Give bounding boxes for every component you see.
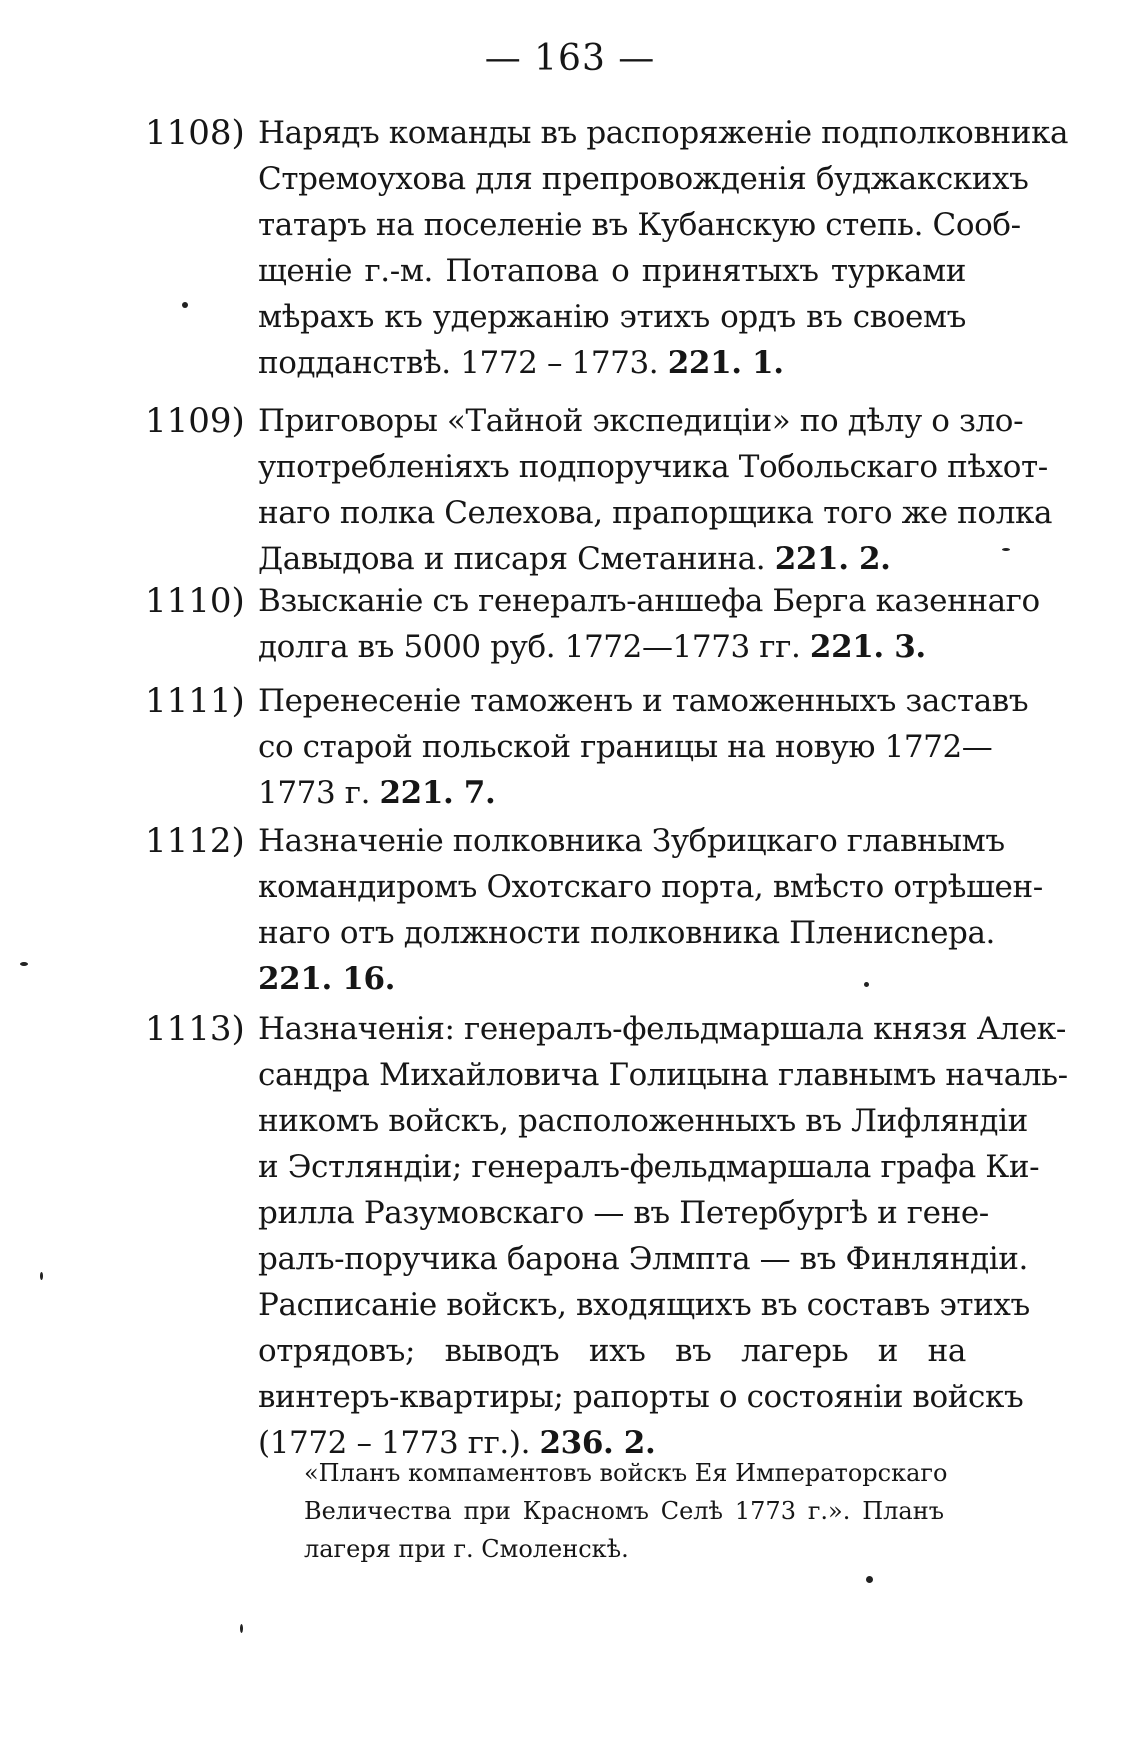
entry-line: рилла Разумовскаго — въ Петербургѣ и гене- bbox=[258, 1195, 989, 1231]
archive-reference: 221. 2. bbox=[774, 541, 891, 577]
scan-speck bbox=[864, 982, 869, 987]
entry-number: 1108) bbox=[145, 113, 245, 153]
entry-line: Перенесеніе таможенъ и таможенныхъ заставъ bbox=[258, 683, 1029, 719]
entry-number: 1113) bbox=[145, 1009, 245, 1049]
entry-line: употребленіяхъ подпоручика Тобольскаго пѣхот- bbox=[258, 449, 1048, 485]
entry-text bbox=[258, 818, 1043, 1002]
entry-line: командиромъ Охотскаго порта, вмѣсто отрѣшен- bbox=[258, 869, 1043, 905]
entry-line: Стремоухова для препровожденія буджакскихъ bbox=[258, 161, 1029, 197]
footnote-line: лагеря при г. Смоленскѣ. bbox=[304, 1535, 629, 1563]
entry-number: 1112) bbox=[145, 821, 245, 861]
entry-line: татаръ на поселеніе въ Кубанскую степь. Сооб- bbox=[258, 207, 1021, 243]
entry-line-last bbox=[258, 340, 966, 386]
entry-line: щеніе г.-м. Потапова о принятыхъ турками bbox=[258, 253, 966, 289]
entry-line: Назначенія: генералъ-фельдмаршала князя Алек- bbox=[258, 1011, 1066, 1047]
footnote-line: Величества при Красномъ Селѣ 1773 г.». Планъ bbox=[304, 1497, 944, 1525]
entry-line: наго полка Селехова, прапорщика того же полка bbox=[258, 495, 1053, 531]
entry-text bbox=[258, 578, 1040, 670]
footnote bbox=[304, 1454, 948, 1568]
entry-line: отрядовъ; выводъ ихъ въ лагерь и на bbox=[258, 1333, 966, 1369]
entry-line: ралъ-поручика барона Элмпта — въ Финляндіи. bbox=[258, 1241, 1028, 1277]
entry-line: Приговоры «Тайной экспедиціи» по дѣлу о зло- bbox=[258, 403, 1024, 439]
entry-line: винтеръ-квартиры; рапорты о состояніи войскъ bbox=[258, 1379, 1024, 1415]
entry-line: Назначеніе полковника Зубрицкаго главнымъ bbox=[258, 823, 1005, 859]
archive-reference: 221. 3. bbox=[809, 629, 926, 665]
entry-line-last bbox=[258, 956, 966, 1002]
scan-speck bbox=[1002, 548, 1010, 551]
entry-line-last bbox=[258, 624, 966, 670]
entry-line: и Эстляндіи; генералъ-фельдмаршала графа Ки- bbox=[258, 1149, 1040, 1185]
archive-reference: 236. 2. bbox=[539, 1425, 656, 1461]
entry-line: Взысканіе съ генералъ-аншефа Берга казеннаго bbox=[258, 583, 1040, 619]
entry-line: никомъ войскъ, расположенныхъ въ Лифляндіи bbox=[258, 1103, 1028, 1139]
archive-reference: 221. 7. bbox=[379, 775, 496, 811]
scan-speck bbox=[240, 1624, 243, 1633]
scan-speck bbox=[40, 1272, 43, 1280]
entry-line-text: 1773 г. bbox=[258, 775, 371, 811]
entry-line: со старой польской границы на новую 1772— bbox=[258, 729, 993, 765]
entry-text bbox=[258, 1006, 1068, 1466]
entry-number: 1111) bbox=[145, 681, 245, 721]
entry-number: 1110) bbox=[145, 581, 245, 621]
entry-line: наго отъ должности полковника Пленисnера. bbox=[258, 915, 996, 951]
entry-line: мѣрахъ къ удержанію этихъ ордъ въ своемъ bbox=[258, 299, 966, 335]
scan-speck bbox=[182, 302, 188, 308]
scan-speck bbox=[20, 962, 28, 966]
archive-reference: 221. 1. bbox=[667, 345, 784, 381]
entry-line-last bbox=[258, 536, 966, 582]
entry-text bbox=[258, 398, 1053, 582]
entry-line: сандра Михайловича Голицына главнымъ началь- bbox=[258, 1057, 1068, 1093]
entry-line: Нарядъ команды въ распоряженіе подполковника bbox=[258, 115, 1069, 151]
footnote-line: «Планъ компаментовъ войскъ Ея Императорскаго bbox=[304, 1459, 948, 1487]
entry-line: Расписаніе войскъ, входящихъ въ составъ этихъ bbox=[258, 1287, 1030, 1323]
entry-text bbox=[258, 678, 1029, 816]
entry-line-text: Давыдова и писаря Сметанина. bbox=[258, 541, 766, 577]
page-number: — 163 — bbox=[484, 38, 656, 79]
scan-speck bbox=[866, 1576, 873, 1583]
entry-line-text: (1772 – 1773 гг.). bbox=[258, 1425, 531, 1461]
archive-reference: 221. 16. bbox=[258, 961, 396, 997]
entry-line-text: подданствѣ. 1772 – 1773. bbox=[258, 345, 659, 381]
entry-number: 1109) bbox=[145, 401, 245, 441]
entry-text bbox=[258, 110, 1069, 386]
entry-line-text: долга въ 5000 руб. 1772—1773 гг. bbox=[258, 629, 801, 665]
entry-line-last bbox=[258, 770, 966, 816]
